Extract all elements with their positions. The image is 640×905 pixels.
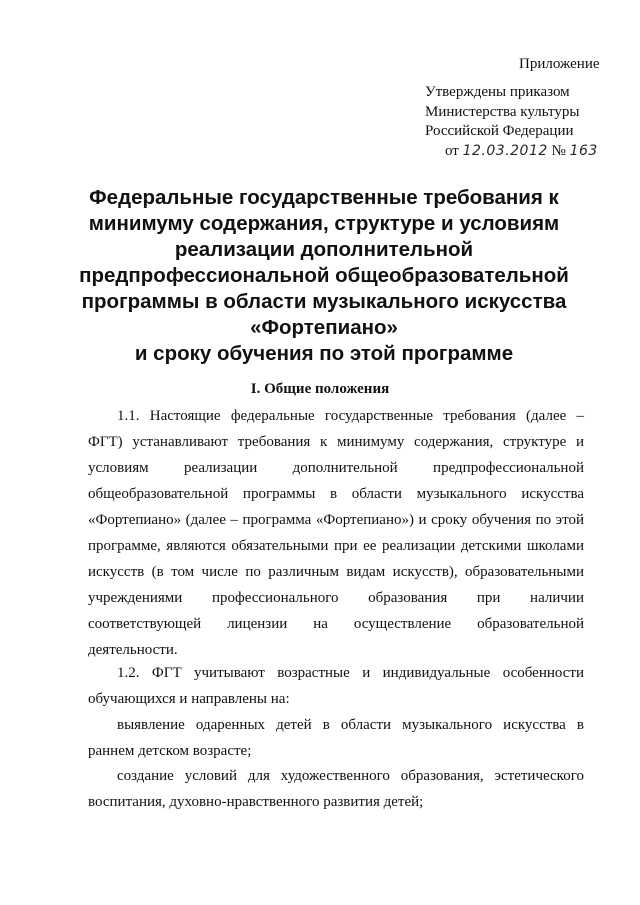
approval-block xyxy=(425,83,598,161)
title-line: Федеральные государственные требования к xyxy=(89,186,559,209)
handwritten-date: 12.03.2012 xyxy=(462,142,548,159)
text-line: программе, являются обязательными при ее реализации детскими школами xyxy=(88,538,584,554)
text-line: раннем детском возрасте; xyxy=(88,743,252,759)
document-title xyxy=(60,185,588,367)
order-date-line xyxy=(425,142,598,162)
appendix-label: Приложение xyxy=(519,56,600,72)
number-prefix: № xyxy=(551,142,566,159)
list-item-conditions xyxy=(88,763,584,815)
text-line: условиям реализации дополнительной предпрофессиональной xyxy=(88,460,584,476)
title-line: и сроку обучения по этой программе xyxy=(134,342,514,365)
text-line: создание условий для художественного образования, эстетического xyxy=(117,768,584,784)
handwritten-number: 163 xyxy=(569,142,598,159)
text-line: искусств (в том числе по различным видам искусств), образовательными xyxy=(88,564,584,580)
text-line: «Фортепиано» (далее – программа «Фортепиано») и сроку обучения по этой xyxy=(88,512,584,528)
text-line: 1.1. Настоящие федеральные государственные требования (далее – xyxy=(117,408,584,424)
title-line: «Фортепиано» xyxy=(250,316,398,339)
text-line: 1.2. ФГТ учитывают возрастные и индивидуальные особенности xyxy=(117,665,584,681)
text-line: ФГТ) устанавливают требования к минимуму содержания, структуре и xyxy=(88,434,584,450)
approval-line: Утверждены приказом xyxy=(425,84,570,100)
title-line: программы в области музыкального искусства xyxy=(81,290,567,313)
title-line: реализации дополнительной xyxy=(174,238,474,261)
paragraph-1-1 xyxy=(88,403,584,663)
text-line: воспитания, духовно-нравственного развития детей; xyxy=(88,794,424,810)
text-line: деятельности. xyxy=(88,642,178,658)
paragraph-1-2 xyxy=(88,660,584,712)
section-heading: I. Общие положения xyxy=(250,381,390,397)
text-line: соответствующей лицензии на осуществление образовательной xyxy=(88,616,584,632)
text-line: обучающихся и направлены на: xyxy=(88,691,290,707)
text-line: общеобразовательной программы в области музыкального искусства xyxy=(88,486,584,502)
list-item-identification xyxy=(88,712,584,764)
title-line: минимуму содержания, структуре и условиям xyxy=(88,212,560,235)
text-line: учреждениями профессионального образования при наличии xyxy=(88,590,584,606)
text-line: выявление одаренных детей в области музыкального искусства в xyxy=(117,717,584,733)
approval-line: Министерства культуры xyxy=(425,103,580,120)
title-line: предпрофессиональной общеобразовательной xyxy=(79,264,569,287)
date-prefix: от xyxy=(445,142,459,159)
approval-line: Российской Федерации xyxy=(425,123,574,139)
